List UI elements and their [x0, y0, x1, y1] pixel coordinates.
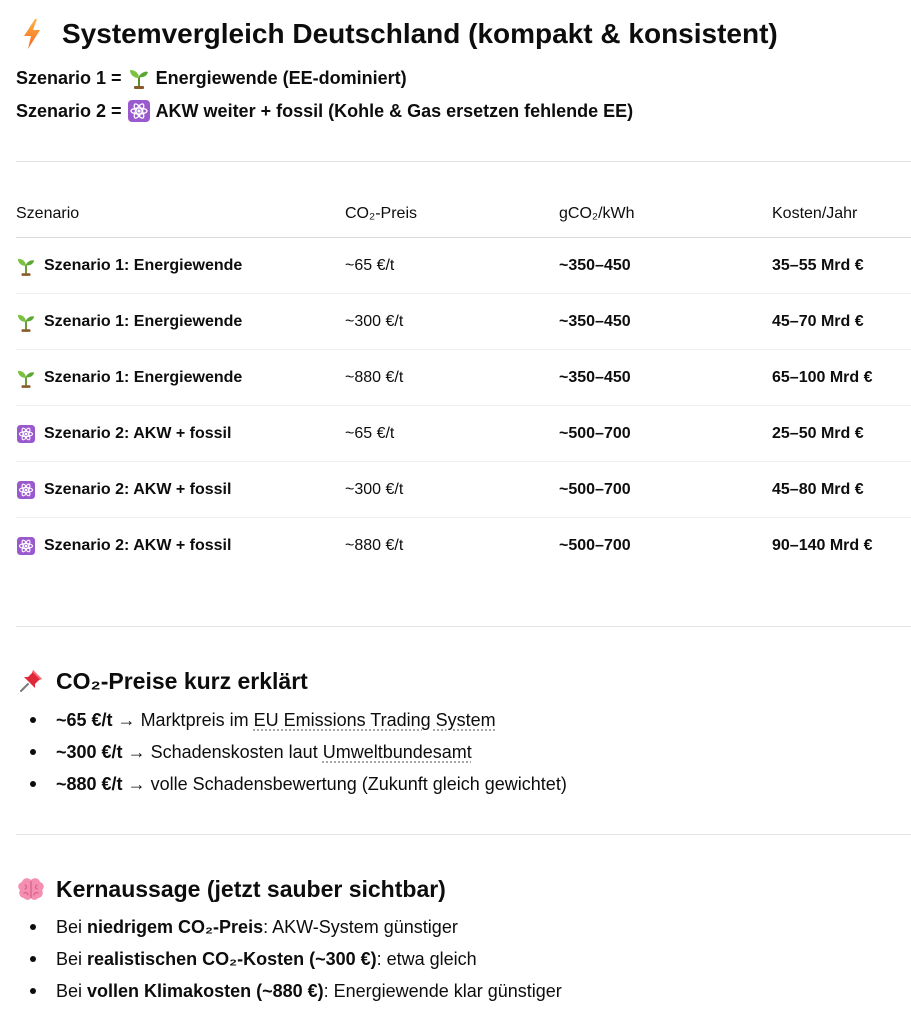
table-row — [16, 294, 911, 350]
cell-preis: ~65 €/t — [345, 406, 559, 462]
co2-section-title: CO₂-Preise kurz erklärt — [56, 668, 308, 694]
cell-preis: ~300 €/t — [345, 294, 559, 350]
page-title — [16, 14, 778, 54]
kern-section-title: Kernaussage (jetzt sauber sichtbar) — [56, 876, 446, 902]
table-row — [16, 350, 911, 406]
header-szenario: Szenario — [16, 190, 345, 238]
cell-szenario: Szenario 1: Energiewende — [44, 312, 243, 330]
cell-szenario: Szenario 1: Energiewende — [44, 256, 243, 274]
seedling-icon — [16, 256, 36, 276]
page-title-text: Systemvergleich Deutschland (kompakt & konsistent) — [62, 18, 778, 49]
cell-kosten: 65–100 Mrd € — [772, 350, 911, 406]
seedling-icon — [16, 368, 36, 388]
cell-kosten: 45–80 Mrd € — [772, 462, 911, 518]
cell-kosten: 45–70 Mrd € — [772, 294, 911, 350]
cell-gco2: ~350–450 — [559, 294, 772, 350]
table-row — [16, 238, 911, 294]
list-item — [16, 943, 562, 975]
cell-szenario: Szenario 2: AKW + fossil — [44, 424, 232, 442]
cell-szenario: Szenario 2: AKW + fossil — [44, 536, 232, 554]
eu-ets-link[interactable]: EU Emissions Trading System — [253, 710, 496, 730]
table-header-row — [16, 190, 911, 238]
arrow-text: → — [122, 742, 151, 762]
cell-kosten: 90–140 Mrd € — [772, 536, 873, 554]
co2-section-heading — [16, 666, 308, 696]
cell-gco2: ~350–450 — [559, 238, 772, 294]
item-text: volle Schadensbewertung (Zukunft gleich gewichtet) — [150, 774, 567, 794]
header-gco2: gCO₂/kWh — [559, 190, 772, 238]
item-bold: vollen Klimakosten (~880 €) — [87, 981, 324, 1001]
list-item — [16, 911, 562, 943]
scenario-prefix: Szenario 2 = — [16, 101, 122, 121]
brain-icon — [16, 874, 46, 904]
arrow-text: → — [122, 774, 151, 794]
arrow-text: → — [112, 710, 141, 730]
divider — [16, 161, 911, 162]
price-value: ~65 €/t — [56, 710, 113, 730]
cell-szenario: Szenario 1: Energiewende — [44, 368, 243, 386]
co2-price-list — [16, 704, 567, 800]
comparison-table — [16, 190, 911, 573]
header-co2-preis: CO₂-Preis — [345, 190, 559, 238]
cell-kosten: 35–55 Mrd € — [772, 238, 911, 294]
divider — [16, 834, 911, 835]
cell-gco2: ~350–450 — [559, 350, 772, 406]
atom-icon — [128, 100, 150, 122]
price-value: ~300 €/t — [56, 742, 123, 762]
item-suffix: : etwa gleich — [376, 949, 477, 969]
item-text: Marktpreis im — [140, 710, 254, 730]
kern-list — [16, 911, 562, 1007]
table-row — [16, 518, 911, 574]
item-suffix: : Energiewende klar günstiger — [323, 981, 562, 1001]
price-value: ~880 €/t — [56, 774, 123, 794]
atom-icon — [16, 424, 36, 444]
cell-preis: ~300 €/t — [345, 462, 559, 518]
list-item — [16, 704, 567, 736]
lightning-bolt-icon — [16, 19, 48, 49]
table-row — [16, 406, 911, 462]
item-prefix: Bei — [56, 949, 88, 969]
cell-gco2: ~500–700 — [559, 536, 631, 554]
kern-section-heading — [16, 874, 446, 904]
scenario-text: Energiewende (EE-dominiert) — [155, 68, 407, 88]
item-bold: realistischen CO₂-Kosten (~300 €) — [87, 949, 377, 969]
seedling-icon — [16, 312, 36, 332]
list-item — [16, 768, 567, 800]
scenario-definition-2 — [16, 99, 633, 123]
list-item — [16, 736, 567, 768]
cell-gco2: ~500–700 — [559, 462, 772, 518]
atom-icon — [16, 536, 36, 556]
atom-icon — [16, 480, 36, 500]
item-bold: niedrigem CO₂-Preis — [87, 917, 264, 937]
cell-gco2: ~500–700 — [559, 406, 772, 462]
cell-szenario: Szenario 2: AKW + fossil — [44, 480, 232, 498]
divider — [16, 626, 911, 627]
scenario-prefix: Szenario 1 = — [16, 68, 122, 88]
cell-preis: ~880 €/t — [345, 350, 559, 406]
list-item — [16, 975, 562, 1007]
cell-preis: ~65 €/t — [345, 238, 559, 294]
item-suffix: : AKW-System günstiger — [263, 917, 458, 937]
item-prefix: Bei — [56, 981, 88, 1001]
header-kosten: Kosten/Jahr — [772, 190, 911, 238]
table-row — [16, 462, 911, 518]
scenario-definition-1 — [16, 66, 407, 90]
umweltbundesamt-link[interactable]: Umweltbundesamt — [322, 742, 472, 762]
seedling-icon — [128, 67, 150, 89]
item-text: Schadenskosten laut — [150, 742, 323, 762]
pushpin-icon — [16, 666, 46, 696]
scenario-text: AKW weiter + fossil (Kohle & Gas ersetzen fehlende EE) — [155, 101, 634, 121]
cell-kosten: 25–50 Mrd € — [772, 406, 911, 462]
item-prefix: Bei — [56, 917, 88, 937]
cell-preis: ~880 €/t — [345, 536, 404, 554]
